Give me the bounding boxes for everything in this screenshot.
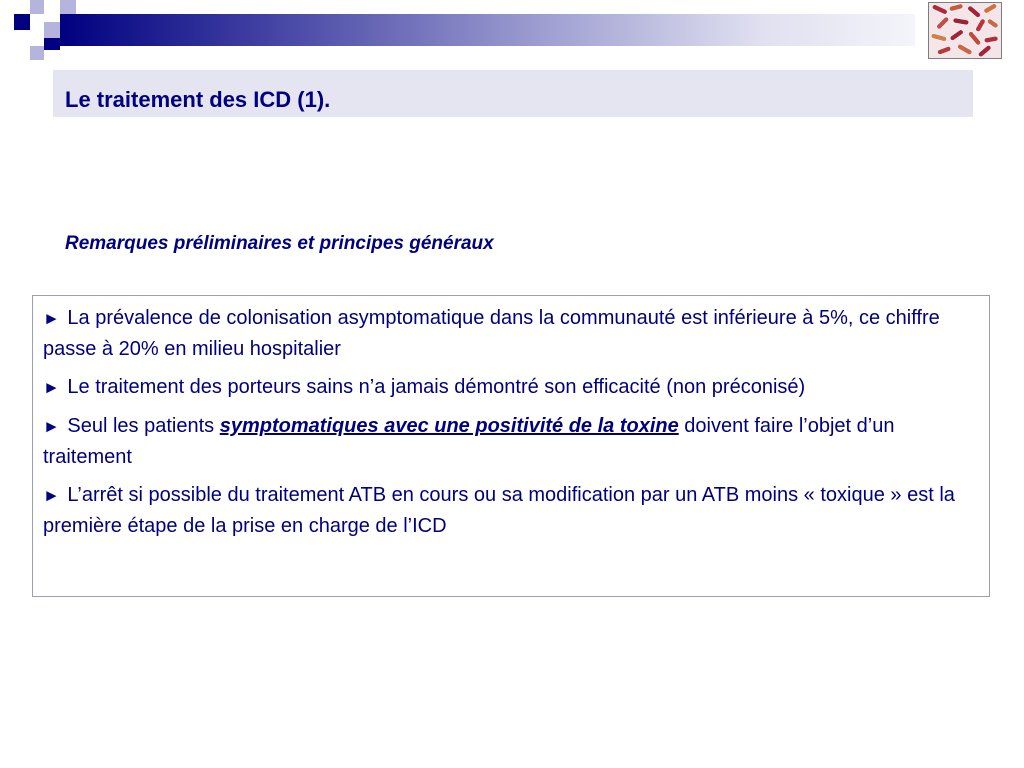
slide-subtitle: Remarques préliminaires et principes généraux [65,233,494,254]
bullet-text: La prévalence de colonisation asymptomatique dans la communauté est inférieure à 5%, ce chiffre passe à 20% en milieu hospitalier [43,307,940,360]
title-band [53,70,973,117]
decor-square [30,46,44,60]
decor-square [60,0,76,14]
bullet-text-after: doivent faire l’objet d’un traitement [43,415,895,468]
bullet-item [43,372,979,403]
slide-title: Le traitement des ICD (1). [65,87,331,112]
bullet-item [43,303,979,364]
triangle-bullet-icon: ► [43,309,60,328]
bullet-item [43,480,979,541]
bullet-item [43,411,979,472]
triangle-bullet-icon: ► [43,486,60,505]
bullet-emphasis: symptomatiques avec une positivité de la toxine [219,415,679,437]
triangle-bullet-icon: ► [43,378,60,397]
bacteria-micrograph-image [928,2,1002,59]
micrograph-illustration [929,3,1001,58]
bullet-text: Le traitement des porteurs sains n’a jamais démontré son efficacité (non préconisé) [67,376,806,398]
decor-square [44,22,60,38]
bullet-text-before: Seul les patients [67,415,220,437]
decor-square [30,0,44,14]
header-gradient-bar [60,14,915,46]
bullet-box [32,295,990,597]
triangle-bullet-icon: ► [43,417,60,436]
decor-square [44,38,60,50]
bullet-text: L’arrêt si possible du traitement ATB en cours ou sa modification par un ATB moins « toxique » est la première étape de la prise en charge de l’ICD [43,484,955,537]
decor-square [14,14,30,30]
